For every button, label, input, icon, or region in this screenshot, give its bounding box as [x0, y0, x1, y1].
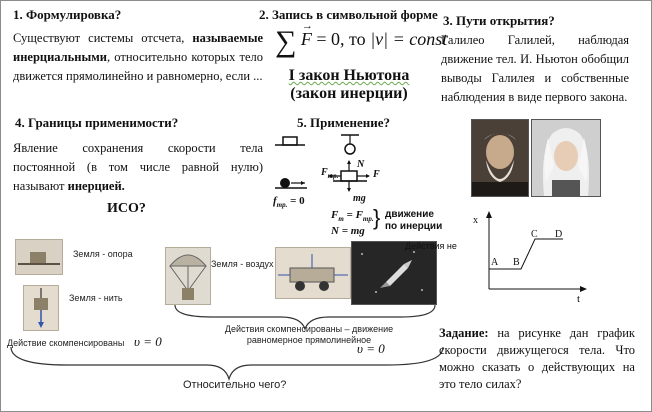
graph-line	[489, 239, 563, 269]
graph-point-a: A	[491, 257, 499, 268]
formula-velocity: |v| = const	[370, 29, 448, 49]
force-vector: → F	[300, 20, 313, 49]
s4-text-part: Явление сохранения скорости тела постоянной (в том числе равной нулю) называют	[13, 141, 263, 193]
section-4-text	[13, 139, 263, 196]
force-label-n: N	[357, 159, 365, 170]
section-4-heading: 4. Границы применимости?	[15, 115, 179, 130]
newton-formula	[275, 20, 448, 65]
v-zero-mid: υ = 0	[357, 341, 385, 356]
newton-portrait	[531, 119, 601, 197]
iso-label: ИСО?	[107, 201, 146, 216]
s1-text-part-2: , относительно которых тело движется прямолинейно и равномерно, если ...	[13, 50, 263, 83]
law-title-line-1: I закон Ньютона	[288, 67, 410, 84]
section-1-text	[13, 29, 263, 86]
graph-point-b: B	[513, 257, 520, 268]
caption-earth-thread: Земля - нить	[69, 293, 123, 303]
s1-text-part: Существуют системы отсчета,	[13, 31, 193, 45]
eq-forces: $F_т = F_{тр.}$	[331, 209, 374, 224]
comp-mid-line-2: равномерное прямолинейное	[246, 335, 372, 345]
law-title	[279, 67, 419, 103]
eq-normal: N = mg	[331, 225, 365, 238]
friction-eq-zero: = 0	[290, 195, 305, 207]
brace: }	[373, 205, 381, 230]
eq-f-left-sub: т	[338, 215, 344, 224]
ftr-symbol: F	[321, 167, 328, 178]
galileo-portrait	[471, 119, 529, 197]
section-3-heading: 3. Пути открытия?	[443, 13, 555, 28]
s1-text-bold: называемые инерциальными	[13, 31, 263, 64]
formula-equals-zero: = 0,	[316, 29, 345, 49]
section-2-heading: 2. Запись в символьной форме	[259, 7, 438, 22]
comp-mid-line-1: Действия скомпенсированы – движение	[224, 324, 394, 334]
friction-symbol: f	[273, 195, 277, 207]
inertia-motion-label	[385, 209, 442, 233]
task-text	[439, 325, 635, 393]
graph-x-arrow	[580, 286, 587, 292]
section-3-text: Галилео Галилей, наблюдая движение тел. И. Ньютон обобщил выводы Галилея и собственные наблюдения в виде первого закона.	[441, 33, 629, 104]
ftr-sub: тр.	[327, 172, 339, 180]
eq-f-right-sub: тр.	[362, 215, 374, 224]
formula-then: то	[349, 29, 366, 49]
caption-earth-support: Земля - опора	[73, 249, 133, 259]
graph-y-label: x	[473, 215, 478, 226]
parachute-picture	[165, 247, 211, 305]
v-zero-left: υ = 0	[134, 334, 162, 349]
force-label-ftr	[321, 167, 338, 180]
support-picture	[15, 239, 63, 275]
caption-relative: Относительно чего?	[183, 379, 287, 391]
force-label-f: F	[373, 169, 380, 180]
graph-point-d: D	[555, 229, 563, 240]
caption-comp-left: Действие скомпенсированы	[7, 338, 125, 348]
force-symbol: F	[300, 29, 312, 49]
graph-point-c: C	[531, 229, 538, 240]
friction-sub: тр.	[276, 201, 288, 210]
inertia-motion-line-1: движение	[385, 209, 434, 220]
caption-earth-air: Земля - воздух	[211, 259, 274, 269]
section-5-heading: 5. Применение?	[297, 115, 390, 130]
inertia-motion-line-2: по инерции	[385, 221, 443, 232]
graph-x-label: t	[577, 293, 581, 305]
friction-zero	[273, 195, 305, 209]
eq-f-left: F	[331, 209, 339, 221]
task-body: на рисунке дан график скорости движущегося тела. Что можно сказать о действующих на это тело силах?	[439, 326, 635, 391]
eq-f-right: F	[355, 209, 363, 221]
thread-picture	[23, 285, 59, 331]
section-1-heading: 1. Формулировка?	[13, 7, 122, 22]
motion-graph	[471, 209, 591, 305]
task-label: Задание:	[439, 326, 489, 340]
law-title-line-2: (закон инерции)	[290, 85, 408, 102]
force-label-mg: mg	[353, 193, 366, 204]
equilibrium-equations	[331, 209, 374, 237]
caption-space: Действия не	[405, 241, 457, 251]
s4-text-bold: инерцией.	[67, 179, 125, 193]
sum-symbol: ∑	[275, 25, 297, 58]
graph-y-arrow	[486, 211, 492, 218]
cart-picture	[275, 247, 351, 299]
